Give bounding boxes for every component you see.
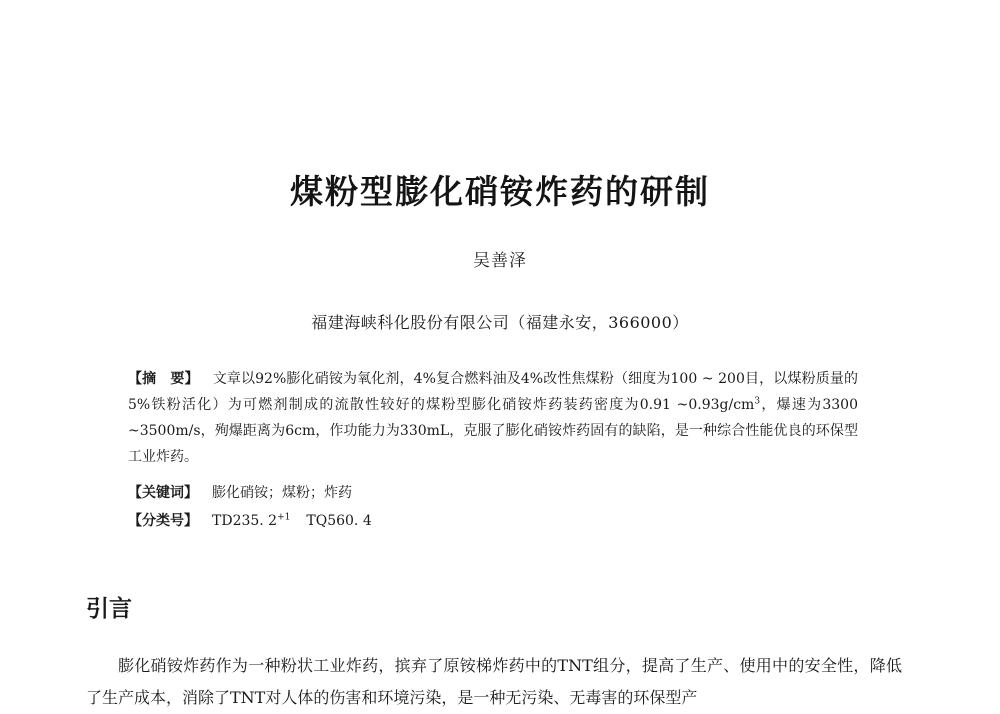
keywords-text: 膨化硝铵；煤粉；炸药: [212, 485, 352, 501]
keywords-label: 【关键词】: [128, 485, 198, 501]
abstract-text-part2: ，爆速为3300 ~3500m/s，殉爆距离为6cm，作功能力为330mL，克服了膨化硝铵炸药固有的缺陷，是一种综合性能优良的环保型工业炸药。: [128, 397, 858, 465]
paper-title: 煤粉型膨化硝铵炸药的研制: [290, 172, 710, 211]
author-affiliation: 福建海峡科化股份有限公司（福建永安，366000）: [311, 313, 689, 332]
abstract-label: 【摘 要】: [128, 371, 199, 387]
abstract-superscript: 3: [754, 396, 761, 407]
classification-code1: TD235. 2: [212, 513, 278, 529]
keywords-row: [128, 480, 352, 506]
classification-row: [128, 508, 372, 534]
introduction-heading: 引言: [86, 596, 132, 622]
classification-label: 【分类号】: [128, 513, 198, 529]
abstract-text-part1: 文章以92%膨化硝铵为氧化剂，4%复合燃料油及4%改性焦煤粉（细度为100 ~ 200目，以煤粉质量的5%铁粉活化）为可燃剂制成的流散性较好的煤粉型膨化硝铵炸药装药密度为0.91 ~0.93g/cm: [128, 371, 859, 413]
classification-code2: TQ560. 4: [306, 513, 372, 529]
author-name: 吴善泽: [473, 251, 527, 271]
classification-code1-superscript: +1: [277, 512, 291, 523]
abstract-block: [128, 366, 858, 470]
introduction-paragraph: 膨化硝铵炸药作为一种粉状工业炸药，摈弃了原铵梯炸药中的TNT组分，提高了生产、使用中的安全性，降低了生产成本，消除了TNT对人体的伤害和环境污染，是一种无污染、无毒害的环保型产: [86, 656, 902, 707]
